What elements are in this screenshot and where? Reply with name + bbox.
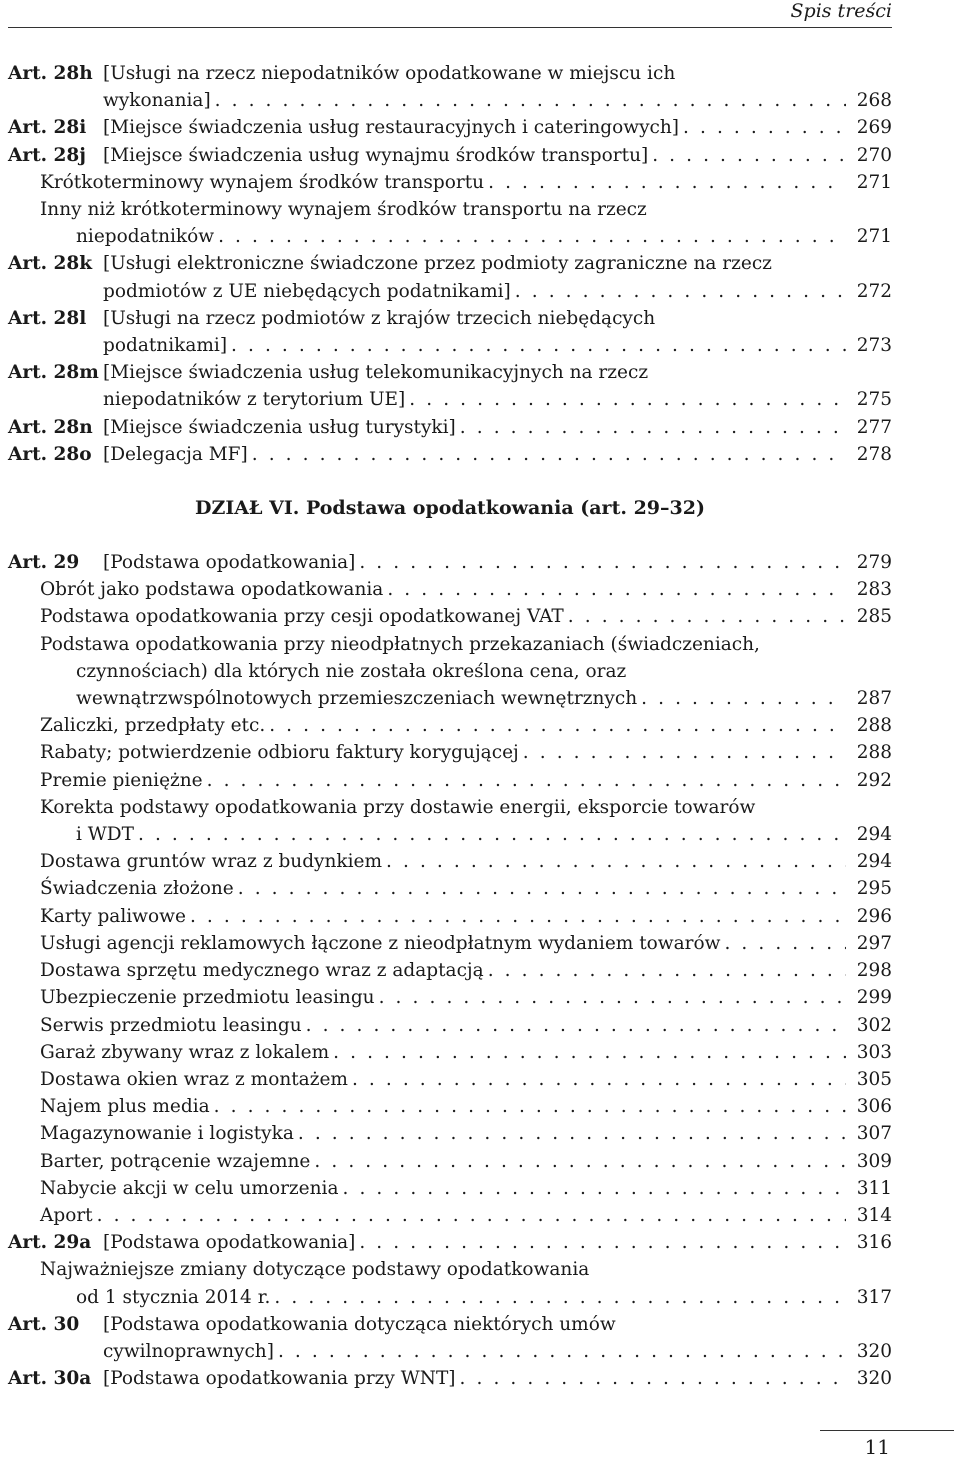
- dot-leader: [214, 1093, 846, 1120]
- page-ref: 287: [856, 688, 892, 710]
- toc-entry-line: [8, 87, 892, 114]
- page-ref: 306: [856, 1096, 892, 1118]
- dot-leader: [409, 386, 846, 413]
- toc-entry-line: [8, 1120, 892, 1147]
- article-label: Art. 30a: [8, 1368, 92, 1390]
- article-label: Art. 28n: [8, 416, 93, 438]
- toc-subentry[interactable]: [8, 767, 892, 794]
- toc-entry-line: [8, 414, 892, 441]
- dot-leader: [138, 821, 846, 848]
- entry-title: niepodatników: [76, 226, 215, 248]
- dot-leader: [314, 1148, 846, 1175]
- entry-title: i WDT: [76, 824, 134, 846]
- toc-subentry[interactable]: [8, 169, 892, 196]
- toc-entry-line: [8, 1148, 892, 1175]
- toc-subentry[interactable]: [8, 1093, 892, 1120]
- entry-title: Barter, potrącenie wzajemne: [40, 1150, 311, 1172]
- entry-title: Inny niż krótkoterminowy wynajem środków transportu na rzecz: [40, 199, 647, 221]
- article-label: Art. 28o: [8, 443, 92, 465]
- toc-entry-line: [8, 114, 892, 141]
- dot-leader: [352, 1066, 846, 1093]
- dot-leader: [269, 712, 846, 739]
- toc-article-entry[interactable]: [8, 305, 892, 359]
- entry-title: wykonania]: [103, 90, 211, 112]
- toc-subentry[interactable]: [8, 739, 892, 766]
- toc-entry-line: [8, 875, 892, 902]
- entry-title: Świadczenia złożone: [40, 878, 234, 900]
- page-ref: 307: [856, 1123, 892, 1145]
- entry-title: czynnościach) dla których nie została określona cena, oraz: [76, 660, 627, 682]
- header-rule: [8, 27, 892, 28]
- page-ref: 277: [856, 416, 892, 438]
- page-ref: 297: [856, 932, 892, 954]
- entry-title: wewnątrzwspólnotowych przemieszczeniach wewnętrznych: [76, 688, 638, 710]
- toc-entry-line: [8, 305, 892, 332]
- toc-subentry[interactable]: [8, 903, 892, 930]
- toc-subentry[interactable]: [8, 930, 892, 957]
- dot-leader: [252, 441, 846, 468]
- toc-entry-line: [8, 142, 892, 169]
- page-ref: 299: [856, 987, 892, 1009]
- dot-leader: [238, 875, 846, 902]
- entry-title: Podstawa opodatkowania przy nieodpłatnych przekazaniach (świadczeniach,: [40, 633, 760, 655]
- toc-entry-line: [8, 1012, 892, 1039]
- page-ref: 311: [856, 1177, 892, 1199]
- toc-subentry[interactable]: [8, 603, 892, 630]
- dot-leader: [387, 576, 846, 603]
- entry-title: Ubezpieczenie przedmiotu leasingu: [40, 987, 375, 1009]
- toc-subentry[interactable]: [8, 631, 892, 713]
- section-heading: DZIAŁ VI. Podstawa opodatkowania (art. 29–32): [195, 497, 705, 520]
- entry-title: podmiotów z UE niebędących podatnikami]: [103, 280, 511, 302]
- entry-title: [Usługi na rzecz podmiotów z krajów trzecich niebędących: [103, 307, 656, 329]
- toc-entry-line: [8, 903, 892, 930]
- page-ref: 279: [856, 552, 892, 574]
- toc-article-entry[interactable]: [8, 414, 892, 441]
- entry-title: podatnikami]: [103, 335, 228, 357]
- toc-article-entry[interactable]: [8, 1311, 892, 1365]
- toc-subentry[interactable]: [8, 1039, 892, 1066]
- page-ref: 317: [856, 1286, 892, 1308]
- toc-entry-line: [8, 658, 892, 685]
- entry-title: od 1 stycznia 2014 r.: [76, 1286, 271, 1308]
- dot-leader: [342, 1175, 846, 1202]
- toc-entry-line: [8, 930, 892, 957]
- article-label: Art. 28h: [8, 63, 93, 84]
- toc-entry-line: [8, 1365, 892, 1392]
- page-ref: 305: [856, 1068, 892, 1090]
- entry-title: Podstawa opodatkowania przy cesji opodatkowanej VAT: [40, 606, 564, 628]
- entry-title: [Miejsce świadczenia usług wynajmu środków transportu]: [103, 144, 649, 166]
- toc-subentry[interactable]: [8, 1202, 892, 1229]
- toc-subentry[interactable]: [8, 712, 892, 739]
- page-ref: 294: [856, 824, 892, 846]
- running-header-title: Spis treści: [790, 0, 892, 22]
- toc-entries-after: [8, 549, 892, 1392]
- toc-entry-line: [8, 576, 892, 603]
- page-ref: 278: [856, 443, 892, 465]
- dot-leader: [652, 142, 846, 169]
- page-ref: 270: [856, 144, 892, 166]
- toc-subentry[interactable]: [8, 794, 892, 848]
- toc-entry-line: [8, 1039, 892, 1066]
- toc-subentry[interactable]: [8, 576, 892, 603]
- entry-title: [Podstawa opodatkowania dotycząca niektórych umów: [103, 1313, 616, 1335]
- dot-leader: [359, 549, 846, 576]
- entry-title: Karty paliwowe: [40, 905, 186, 927]
- toc-article-entry[interactable]: [8, 549, 892, 576]
- entry-title: cywilnoprawnych]: [103, 1340, 274, 1362]
- toc-entry-line: [8, 1311, 892, 1338]
- toc-subentry[interactable]: [8, 875, 892, 902]
- entry-title: Rabaty; potwierdzenie odbioru faktury korygującej: [40, 742, 519, 764]
- page-ref: 320: [856, 1368, 892, 1390]
- toc-subentry[interactable]: [8, 196, 892, 250]
- entry-title: Najważniejsze zmiany dotyczące podstawy opodatkowania: [40, 1259, 590, 1281]
- toc-entry-line: [8, 1338, 892, 1365]
- article-label: Art. 28i: [8, 117, 87, 139]
- page-ref: 309: [856, 1150, 892, 1172]
- entry-title: Serwis przedmiotu leasingu: [40, 1014, 302, 1036]
- dot-leader: [379, 984, 846, 1011]
- dot-leader: [568, 603, 846, 630]
- entry-title: Magazynowanie i logistyka: [40, 1123, 294, 1145]
- toc-article-entry[interactable]: [8, 1365, 892, 1392]
- toc-subentry[interactable]: [8, 1148, 892, 1175]
- toc-entry-line: [8, 739, 892, 766]
- dot-leader: [274, 1284, 846, 1311]
- dot-leader: [298, 1120, 846, 1147]
- entry-title: Korekta podstawy opodatkowania przy dostawie energii, eksporcie towarów: [40, 796, 756, 818]
- toc-article-entry[interactable]: [8, 1229, 892, 1256]
- dot-leader: [359, 1229, 846, 1256]
- toc-article-entry[interactable]: [8, 441, 892, 468]
- toc-entry-line: [8, 223, 892, 250]
- toc-entries-before: [8, 60, 892, 468]
- entry-title: [Miejsce świadczenia usług telekomunikacyjnych na rzecz: [103, 362, 649, 384]
- page-ref: 269: [856, 117, 892, 139]
- toc-entry-line: [8, 957, 892, 984]
- page-ref: 288: [856, 715, 892, 737]
- toc-entry-line: [8, 821, 892, 848]
- page-ref: 275: [856, 389, 892, 411]
- entry-title: [Usługi na rzecz niepodatników opodatkowane w miejscu ich: [103, 63, 676, 84]
- toc-subentry[interactable]: [8, 957, 892, 984]
- toc-entry-line: [8, 1229, 892, 1256]
- dot-leader: [515, 278, 846, 305]
- entry-title: [Miejsce świadczenia usług restauracyjnych i cateringowych]: [103, 117, 680, 139]
- toc-subentry[interactable]: [8, 1012, 892, 1039]
- toc-entry-line: [8, 250, 892, 277]
- entry-title: Obrót jako podstawa opodatkowania: [40, 579, 384, 601]
- entry-title: Dostawa gruntów wraz z budynkiem: [40, 851, 383, 873]
- toc-entry-line: [8, 332, 892, 359]
- page-ref: 295: [856, 878, 892, 900]
- toc-entry-line: [8, 441, 892, 468]
- entry-title: Zaliczki, przedpłaty etc.: [40, 715, 266, 737]
- dot-leader: [190, 903, 846, 930]
- toc-entry-line: [8, 631, 892, 658]
- toc-article-entry[interactable]: [8, 142, 892, 169]
- dot-leader: [386, 848, 846, 875]
- dot-leader: [278, 1338, 846, 1365]
- article-label: Art. 29: [8, 552, 80, 574]
- dot-leader: [97, 1202, 846, 1229]
- dot-leader: [641, 685, 846, 712]
- entry-title: Usługi agencji reklamowych łączone z nieodpłatnym wydaniem towarów: [40, 932, 721, 954]
- dot-leader: [215, 87, 846, 114]
- page-ref: 314: [856, 1204, 892, 1226]
- page-ref: 302: [856, 1014, 892, 1036]
- entry-title: Krótkoterminowy wynajem środków transportu: [40, 171, 485, 193]
- dot-leader: [488, 169, 846, 196]
- page-ref: 271: [856, 226, 892, 248]
- footer-rule: [820, 1430, 954, 1431]
- toc-entry-line: [8, 1066, 892, 1093]
- toc-entry-line: [8, 169, 892, 196]
- entry-title: Najem plus media: [40, 1096, 210, 1118]
- dot-leader: [218, 223, 846, 250]
- page-ref: 316: [856, 1232, 892, 1254]
- toc-subentry[interactable]: [8, 848, 892, 875]
- toc-entry-line: [8, 196, 892, 223]
- entry-title: Dostawa okien wraz z montażem: [40, 1068, 348, 1090]
- entry-title: [Usługi elektroniczne świadczone przez podmioty zagraniczne na rzecz: [103, 253, 772, 275]
- toc-subentry[interactable]: [8, 1256, 892, 1310]
- page-ref: 294: [856, 851, 892, 873]
- toc-entry-line: [8, 1256, 892, 1283]
- entry-title: [Podstawa opodatkowania przy WNT]: [103, 1368, 456, 1390]
- article-label: Art. 30: [8, 1313, 80, 1335]
- page-ref: 271: [856, 171, 892, 193]
- entry-title: Aport: [40, 1204, 93, 1226]
- table-of-contents: [8, 60, 892, 1392]
- toc-entry-line: [8, 386, 892, 413]
- entry-title: [Podstawa opodatkowania]: [103, 1232, 356, 1254]
- dot-leader: [488, 957, 846, 984]
- page-number: 11: [864, 1435, 890, 1459]
- entry-title: [Delegacja MF]: [103, 443, 248, 465]
- toc-subentry[interactable]: [8, 1120, 892, 1147]
- toc-entry-line: [8, 603, 892, 630]
- article-label: Art. 28j: [8, 144, 86, 166]
- dot-leader: [683, 114, 846, 141]
- toc-entry-line: [8, 984, 892, 1011]
- dot-leader: [460, 414, 846, 441]
- dot-leader: [207, 767, 846, 794]
- toc-subentry[interactable]: [8, 984, 892, 1011]
- entry-title: [Miejsce świadczenia usług turystyki]: [103, 416, 456, 438]
- toc-article-entry[interactable]: [8, 359, 892, 413]
- toc-entry-line: [8, 794, 892, 821]
- entry-title: Nabycie akcji w celu umorzenia: [40, 1177, 339, 1199]
- toc-entry-line: [8, 1093, 892, 1120]
- dot-leader: [231, 332, 846, 359]
- toc-article-entry[interactable]: [8, 250, 892, 304]
- article-label: Art. 28l: [8, 307, 87, 329]
- entry-title: Dostawa sprzętu medycznego wraz z adaptacją: [40, 960, 484, 982]
- article-label: Art. 28m: [8, 362, 99, 384]
- entry-title: Premie pieniężne: [40, 769, 203, 791]
- toc-entry-line: [8, 1175, 892, 1202]
- toc-entry-line: [8, 278, 892, 305]
- toc-subentry[interactable]: [8, 1175, 892, 1202]
- page-ref: 288: [856, 742, 892, 764]
- article-label: Art. 28k: [8, 253, 93, 275]
- dot-leader: [724, 930, 846, 957]
- toc-entry-line: [8, 767, 892, 794]
- toc-entry-line: [8, 60, 892, 87]
- toc-subentry[interactable]: [8, 1066, 892, 1093]
- toc-entry-line: [8, 359, 892, 386]
- entry-title: niepodatników z terytorium UE]: [103, 389, 406, 411]
- dot-leader: [523, 739, 846, 766]
- toc-article-entry[interactable]: [8, 114, 892, 141]
- toc-entry-line: [8, 712, 892, 739]
- page-ref: 298: [856, 960, 892, 982]
- page-ref: 303: [856, 1041, 892, 1063]
- page-ref: 292: [856, 769, 892, 791]
- dot-leader: [460, 1365, 846, 1392]
- page-ref: 320: [856, 1340, 892, 1362]
- page-ref: 283: [856, 579, 892, 601]
- entry-title: Garaż zbywany wraz z lokalem: [40, 1041, 330, 1063]
- dot-leader: [333, 1039, 846, 1066]
- article-label: Art. 29a: [8, 1232, 92, 1254]
- dot-leader: [306, 1012, 846, 1039]
- page-ref: 272: [856, 280, 892, 302]
- page-ref: 273: [856, 335, 892, 357]
- page-ref: 268: [856, 90, 892, 112]
- toc-entry-line: [8, 549, 892, 576]
- toc-entry-line: [8, 1202, 892, 1229]
- toc-entry-line: [8, 685, 892, 712]
- entry-title: [Podstawa opodatkowania]: [103, 552, 356, 574]
- page-ref: 296: [856, 905, 892, 927]
- page-ref: 285: [856, 606, 892, 628]
- toc-article-entry[interactable]: [8, 60, 892, 114]
- toc-entry-line: [8, 848, 892, 875]
- toc-entry-line: [8, 1284, 892, 1311]
